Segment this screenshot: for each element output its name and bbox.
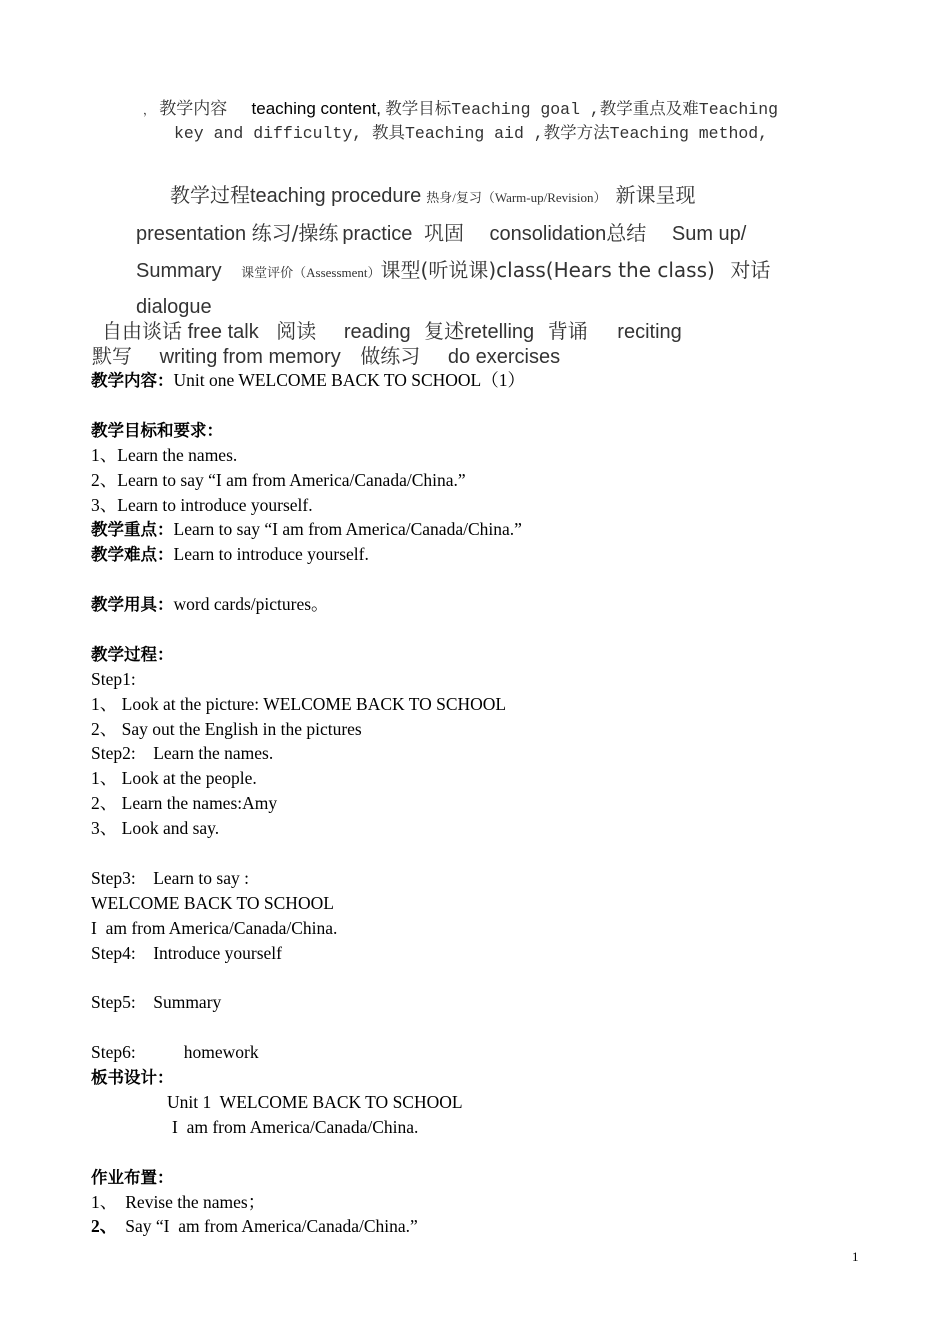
step6-homework: homework (183, 1042, 259, 1062)
goal-item: 1、Learn the names. (91, 445, 238, 465)
homework-item-text: Say “I am from America/Canada/China.” (125, 1216, 418, 1236)
retelling-en: retelling (464, 321, 535, 343)
homework-item (91, 1190, 265, 1215)
goal-item: 2、Learn to say “I am from America/Canada/China.” (91, 470, 466, 490)
dialogue-cn: 对话 (730, 258, 771, 282)
header-comma: ， (143, 103, 156, 117)
step3-sentence: I am from America/Canada/China. (91, 918, 338, 938)
reciting-cn: 背诵 (547, 319, 588, 343)
dictation-cn: 默写 (92, 344, 132, 368)
goal-item: 3、Learn to introduce yourself. (91, 495, 313, 515)
difficulty-label: 教学难点： (91, 545, 174, 564)
difficulty (91, 542, 369, 567)
homework-item-number: 1、 (91, 1192, 118, 1212)
header-content-en: teaching content (251, 99, 377, 118)
procedure-en: teaching procedure (250, 185, 422, 207)
board-line-1: Unit 1 WELCOME BACK TO SCHOOL (167, 1092, 463, 1112)
procedure-label: 教学过程： (91, 645, 174, 664)
exercises-en: do exercises (447, 346, 561, 368)
step6-label: Step6: (91, 1042, 136, 1062)
reading-cn: 阅读 (276, 319, 317, 343)
new-lesson: 新课呈现 (615, 183, 696, 207)
consolidation-cn: 巩固 (423, 221, 464, 245)
header-sep: , (376, 99, 382, 118)
header-line-4 (136, 219, 746, 248)
header-line-5 (136, 256, 770, 287)
board-line-2: I am from America/Canada/China. (172, 1117, 419, 1137)
step3: Step3: Learn to say : (91, 868, 249, 888)
consolidation-en: consolidation (489, 223, 607, 245)
homework-item (91, 1214, 418, 1239)
teaching-aids-label: 教学用具： (91, 595, 174, 614)
difficulty-value: Learn to introduce yourself. (173, 544, 369, 564)
warmup: 热身/复习（Warm-up/Revision） (426, 190, 607, 205)
procedure-line: 2、 Learn the names:Amy (91, 793, 278, 813)
procedure-line: 1、 Look at the people. (91, 768, 257, 788)
step5: Step5: Summary (91, 992, 222, 1012)
header-content-cn: 教学内容 (159, 99, 228, 119)
procedure-line: Step2: Learn the names. (91, 743, 274, 763)
assessment: 课堂评价（Assessment） (241, 265, 381, 280)
homework-label: 作业布置： (91, 1168, 174, 1187)
reciting-en: reciting (617, 321, 682, 343)
teaching-aids (91, 592, 329, 617)
homework-item-text: Revise the names； (125, 1192, 266, 1212)
free-talk-cn: 自由谈话 (102, 319, 182, 343)
reading-en: reading (343, 321, 411, 343)
practice-en: practice (342, 223, 413, 245)
goals-label: 教学目标和要求： (91, 421, 223, 440)
header-line-8 (92, 343, 560, 370)
procedure-line: 2、 Say out the English in the pictures (91, 719, 362, 739)
teaching-content-value: Unit one WELCOME BACK TO SCHOOL（1） (173, 370, 525, 390)
summary-cn: 总结 (606, 221, 647, 245)
teaching-aids-value: word cards/pictures。 (173, 594, 329, 614)
page-number: 1 (852, 1249, 859, 1264)
retelling-cn: 复述 (424, 319, 465, 343)
procedure-line: Step1: (91, 669, 136, 689)
key-point (91, 517, 522, 542)
class-type: 课型(听说课)class(Hears the class) (380, 258, 715, 282)
key-point-value: Learn to say “I am from America/Canada/China.” (173, 519, 522, 539)
exercises-cn: 做练习 (360, 344, 421, 368)
header-goal: 教学目标Teaching goal ,教学重点及难Teaching (385, 100, 779, 119)
summary-en: Summary (136, 260, 222, 282)
header-line-7 (102, 318, 682, 345)
step6 (91, 1040, 259, 1065)
header-key-aid-method: key and difficulty, 教具Teaching aid ,教学方法Teaching method, (174, 124, 769, 143)
procedure-cn: 教学过程 (170, 183, 250, 207)
sum-up-en: Sum up/ (671, 223, 747, 245)
header-line-6 (136, 293, 212, 321)
dialogue-en: dialogue (136, 296, 212, 318)
homework-item-number: 2、 (91, 1216, 118, 1236)
presentation-en: presentation (136, 223, 247, 245)
teaching-content-label: 教学内容： (91, 371, 174, 390)
step3-welcome: WELCOME BACK TO SCHOOL (91, 893, 334, 913)
teaching-content (91, 368, 525, 393)
practice-cn: 练习/操练 (251, 221, 339, 245)
header-line-3 (170, 181, 695, 212)
dictation-en: writing from memory (159, 346, 341, 368)
key-point-label: 教学重点： (91, 520, 174, 539)
header-line-2 (174, 122, 768, 146)
step4: Step4: Introduce yourself (91, 943, 282, 963)
free-talk-en: free talk (187, 321, 259, 343)
header-line-1 (143, 97, 778, 122)
procedure-line: 1、 Look at the picture: WELCOME BACK TO SCHOOL (91, 694, 507, 714)
procedure-line: 3、 Look and say. (91, 818, 220, 838)
board-label: 板书设计： (91, 1068, 174, 1087)
